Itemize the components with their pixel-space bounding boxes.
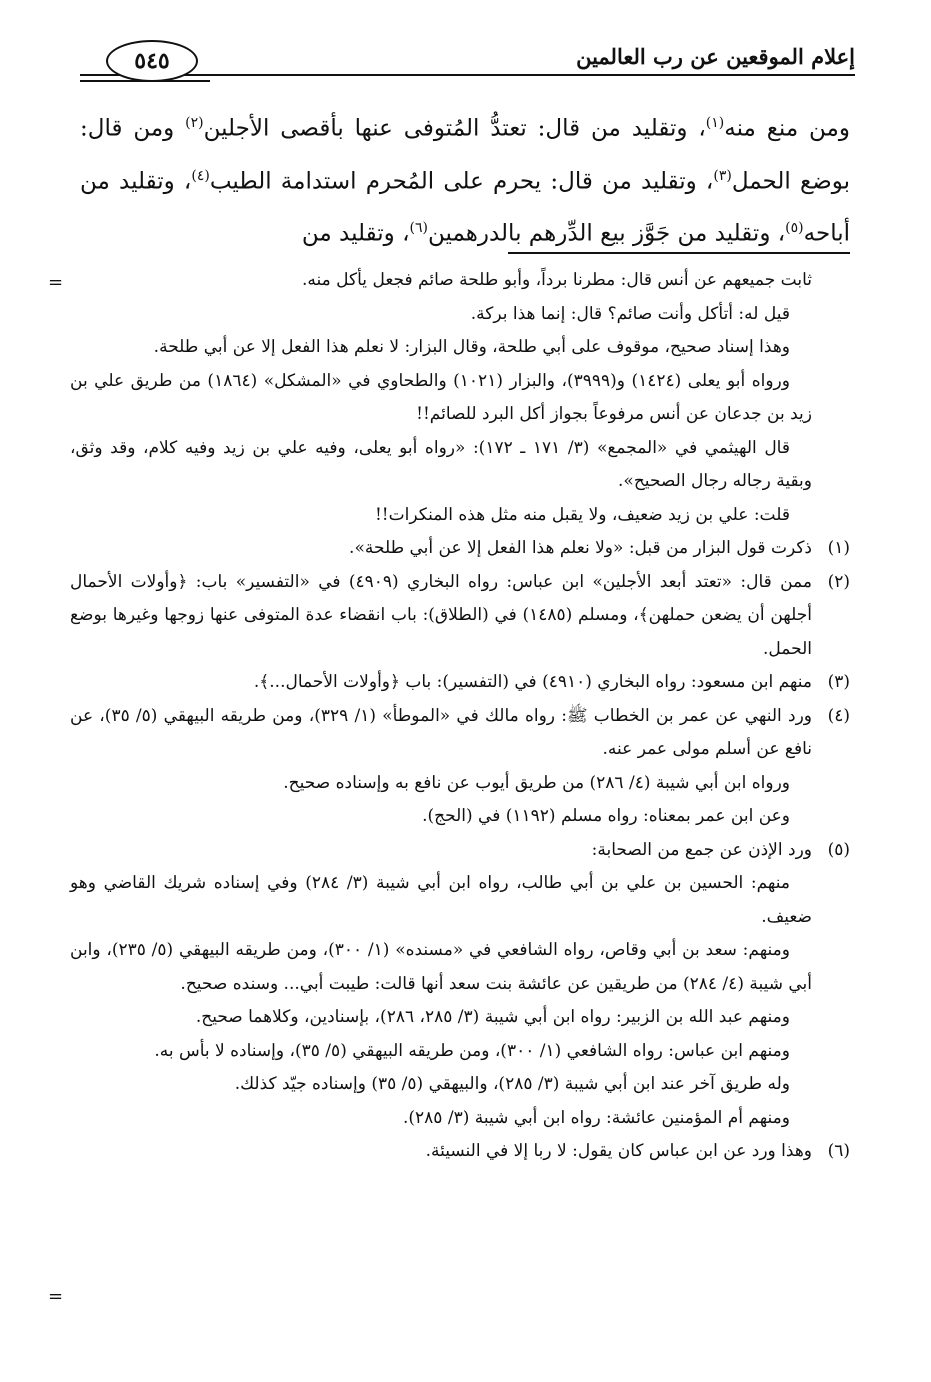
continuation-mark-top: = (48, 272, 64, 293)
footnote-ref-5: (٥) (785, 220, 804, 237)
main-paragraph: ومن منع منه$^{(١)}$، وتقليد من قال: تعتدُّ المُتوفى عنها بأقصى الأجلين$^{(٢)}$ ومن قال: بوضع الحمل$^{(٣)}$، وتقليد من قال: يحرم على المُحرم استدامة الطيب$^{(٤)}$، وتقليد من أباحه$^{(٥)}$، وتقليد من جَوَّز بيع الدِّرهم بالدرهمين$^{(٦)}$، وتقليد من (80, 115, 851, 247)
footnote-5 (70, 834, 850, 1136)
footnote-continued (70, 264, 850, 532)
footnote-number: (٢) (827, 571, 850, 592)
note-text: وهذا إسناد صحيح، موقوف على أبي طلحة، وقال البزار: لا نعلم هذا الفعل إلا عن أبي طلحة. (153, 337, 790, 357)
note-text: ورواه ابن أبي شيبة (٤/ ٢٨٦) من طريق أيوب عن نافع به وإسناده صحيح. (283, 772, 790, 793)
note-text: ثابت جميعهم عن أنس قال: مطرنا برداً، وأبو طلحة صائم فجعل يأكل منه. (302, 270, 812, 290)
footnote-4 (70, 700, 850, 834)
footnote-number: (٦) (827, 1141, 850, 1161)
footnote-1 (70, 532, 850, 566)
note-text: وعن ابن عمر بمعناه: رواه مسلم (١١٩٢) في (الحج). (422, 806, 790, 826)
footnote-ref-6: (٦) (409, 220, 428, 237)
footnote-3 (70, 666, 850, 700)
footnote-2 (70, 566, 850, 667)
footnote-ref-3: (٣) (713, 167, 732, 184)
note-text: ومنهم أم المؤمنين عائشة: رواه ابن أبي شيبة (٣/ ٢٨٥). (402, 1107, 790, 1128)
book-title: إعلام الموقعين عن رب العالمين (576, 44, 855, 69)
footnote-divider (508, 252, 850, 254)
note-text: ورد النهي عن عمر بن الخطاب ﷺ: رواه مالك في «الموطأ» (١/ ٣٢٩)، ومن طريقه البيهقي (٥/ ٣٥)، عن نافع عن أسلم مولى عمر عنه. (70, 705, 812, 759)
note-text: قلت: علي بن زيد ضعيف، ولا يقبل منه مثل هذه المنكرات!! (374, 504, 790, 525)
footnote-number: (٥) (827, 839, 850, 860)
footnote-6 (70, 1135, 850, 1169)
note-text: قال الهيثمي في «المجمع» (٣/ ١٧١ ـ ١٧٢): «رواه أبو يعلى، وفيه علي بن زيد وفيه كلام، وقد وثق، وبقية رجاله رجال الصحيح». (70, 437, 812, 491)
footnote-number: (٤) (827, 705, 850, 726)
note-text: قيل له: أتأكل وأنت صائم؟ قال: إنما هذا بركة. (470, 303, 790, 324)
note-text: ومنهم ابن عباس: رواه الشافعي (١/ ٣٠٠)، ومن طريقه البيهقي (٥/ ٣٥)، وإسناده لا بأس به. (154, 1040, 790, 1061)
continuation-mark-bottom: = (48, 1286, 64, 1307)
footnote-ref-2: (٢) (185, 115, 204, 131)
page-header (80, 40, 855, 88)
note-text: ورواه أبو يعلى (١٤٢٤) و(٣٩٩٩)، والبزار (١٠٢١) والطحاوي في «المشكل» (١٨٦٤) من طريق علي بن زيد بن جدعان عن أنس مرفوعاً بجواز أكل البرد للصائم!! (70, 370, 812, 424)
footnote-number: (٣) (827, 672, 850, 692)
footnote-number: (١) (827, 538, 850, 558)
page-number: ٥٤٥ (106, 40, 198, 82)
main-text (80, 100, 850, 258)
note-text: ورد الإذن عن جمع من الصحابة: (591, 839, 812, 860)
footnote-ref-1: (١) (705, 115, 725, 131)
note-text: ومنهم: سعد بن أبي وقاص، رواه الشافعي في «مسنده» (١/ ٣٠٠)، ومن طريقه البيهقي (٥/ ٢٣٥)، وابن أبي شيبة (٤/ ٢٨٤) من طريقين عن عائشة بنت سعد أنها قالت: طيبت أبي... وسنده صحيح. (70, 940, 812, 994)
note-text: ممن قال: «تعتد أبعد الأجلين» ابن عباس: رواه البخاري (٤٩٠٩) في «التفسير» باب: ﴿وأولات الأحمال أجلهن أن يضعن حملهن﴾، ومسلم (١٤٨٥) في (الطلاق): باب انقضاء عدة المتوفى عنها زوجها وغيرها بوضع الحمل. (70, 571, 812, 659)
note-text: ذكرت قول البزار من قبل: «ولا نعلم هذا الفعل إلا عن أبي طلحة». (349, 538, 812, 558)
note-text: منهم: الحسين بن علي بن أبي طالب، رواه ابن أبي شيبة (٣/ ٢٨٤) وفي إسناده شريك القاضي وهو ضعيف. (70, 873, 812, 927)
header-rule (80, 74, 855, 76)
footnote-ref-4: (٤) (191, 167, 210, 184)
note-text: ومنهم عبد الله بن الزبير: رواه ابن أبي شيبة (٣/ ٢٨٥، ٢٨٦)، بإسنادين، وكلاهما صحيح. (195, 1007, 790, 1027)
footnotes (70, 264, 850, 1169)
note-text: منهم ابن مسعود: رواه البخاري (٤٩١٠) في (التفسير): باب ﴿وأولات الأحمال...﴾. (253, 672, 812, 692)
note-text: وهذا ورد عن ابن عباس كان يقول: لا ربا إلا في النسيئة. (425, 1141, 812, 1161)
note-text: وله طريق آخر عند ابن أبي شيبة (٣/ ٢٨٥)، والبيهقي (٥/ ٣٥) وإسناده جيّد كذلك. (234, 1074, 790, 1094)
